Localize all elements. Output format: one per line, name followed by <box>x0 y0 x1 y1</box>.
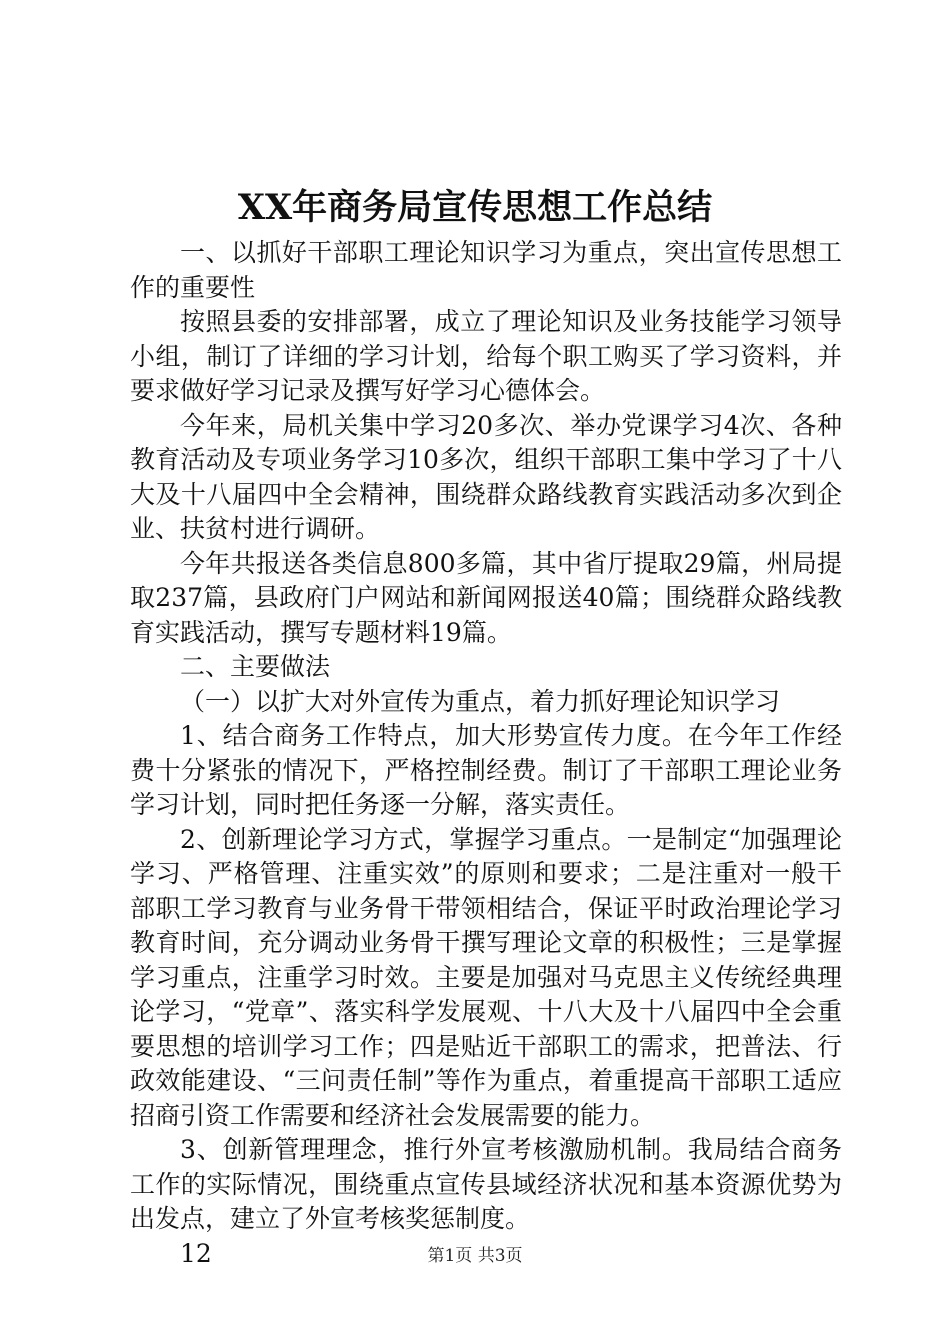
document-title: XX年商务局宣传思想工作总结 <box>237 187 713 228</box>
paragraph-section-one-heading: 一、以抓好干部职工理论知识学习为重点，突出宣传思想工作的重要性 <box>130 238 842 302</box>
paragraph-item-one: 1、结合商务工作特点，加大形势宣传力度。在今年工作经费十分紧张的情况下，严格控制经费。制订了干部职工理论业务学习计划，同时把任务逐一分解，落实责任。 <box>130 721 842 819</box>
paragraph-leadership-group: 按照县委的安排部署，成立了理论知识及业务技能学习领导小组，制订了详细的学习计划，给每个职工购买了学习资料，并要求做好学习记录及撰写好学习心德体会。 <box>130 307 842 405</box>
paragraph-item-two: 2、创新理论学习方式，掌握学习重点。一是制定“加强理论学习、严格管理、注重实效”的原则和要求；二是注重对一般干部职工学习教育与业务骨干带领相结合，保证平时政治理论学习教育时间，充分调动业务骨干撰写理论文章的积极性；三是掌握学习重点，注重学习时效。主要是加强对马克思主义传统经典理论学习，“党章”、落实科学发展观、十八大及十八届四中全会重要思想的培训学习工作；四是贴近干部职工的需求，把普法、行政效能建设、“三问责任制”等作为重点，着重提高干部职工适应招商引资工作需要和经济社会发展需要的能力。 <box>130 824 842 1130</box>
paragraph-study-stats: 今年来，局机关集中学习20多次、举办党课学习4次、各种教育活动及专项业务学习10多次，组织干部职工集中学习了十八大及十八届四中全会精神，围绕群众路线教育实践活动多次到企业、扶贫村进行调研。 <box>130 410 842 543</box>
document-body <box>130 236 842 1271</box>
paragraph-trailing-number: 12 <box>180 1238 212 1268</box>
paragraph-section-two-heading: 二、主要做法 <box>180 652 331 681</box>
page-footer: 第1页 共3页 <box>427 1246 523 1266</box>
paragraph-item-three: 3、创新管理理念，推行外宣考核激励机制。我局结合商务工作的实际情况，围绕重点宣传县域经济状况和基本资源优势为出发点，建立了外宣考核奖惩制度。 <box>130 1135 842 1233</box>
paragraph-subsection-one-heading: （一）以扩大对外宣传为重点，着力抓好理论知识学习 <box>180 686 781 716</box>
paragraph-information-stats: 今年共报送各类信息800多篇，其中省厅提取29篇，州局提取237篇，县政府门户网站和新闻网报送40篇；围绕群众路线教育实践活动，撰写专题材料19篇。 <box>130 548 842 647</box>
